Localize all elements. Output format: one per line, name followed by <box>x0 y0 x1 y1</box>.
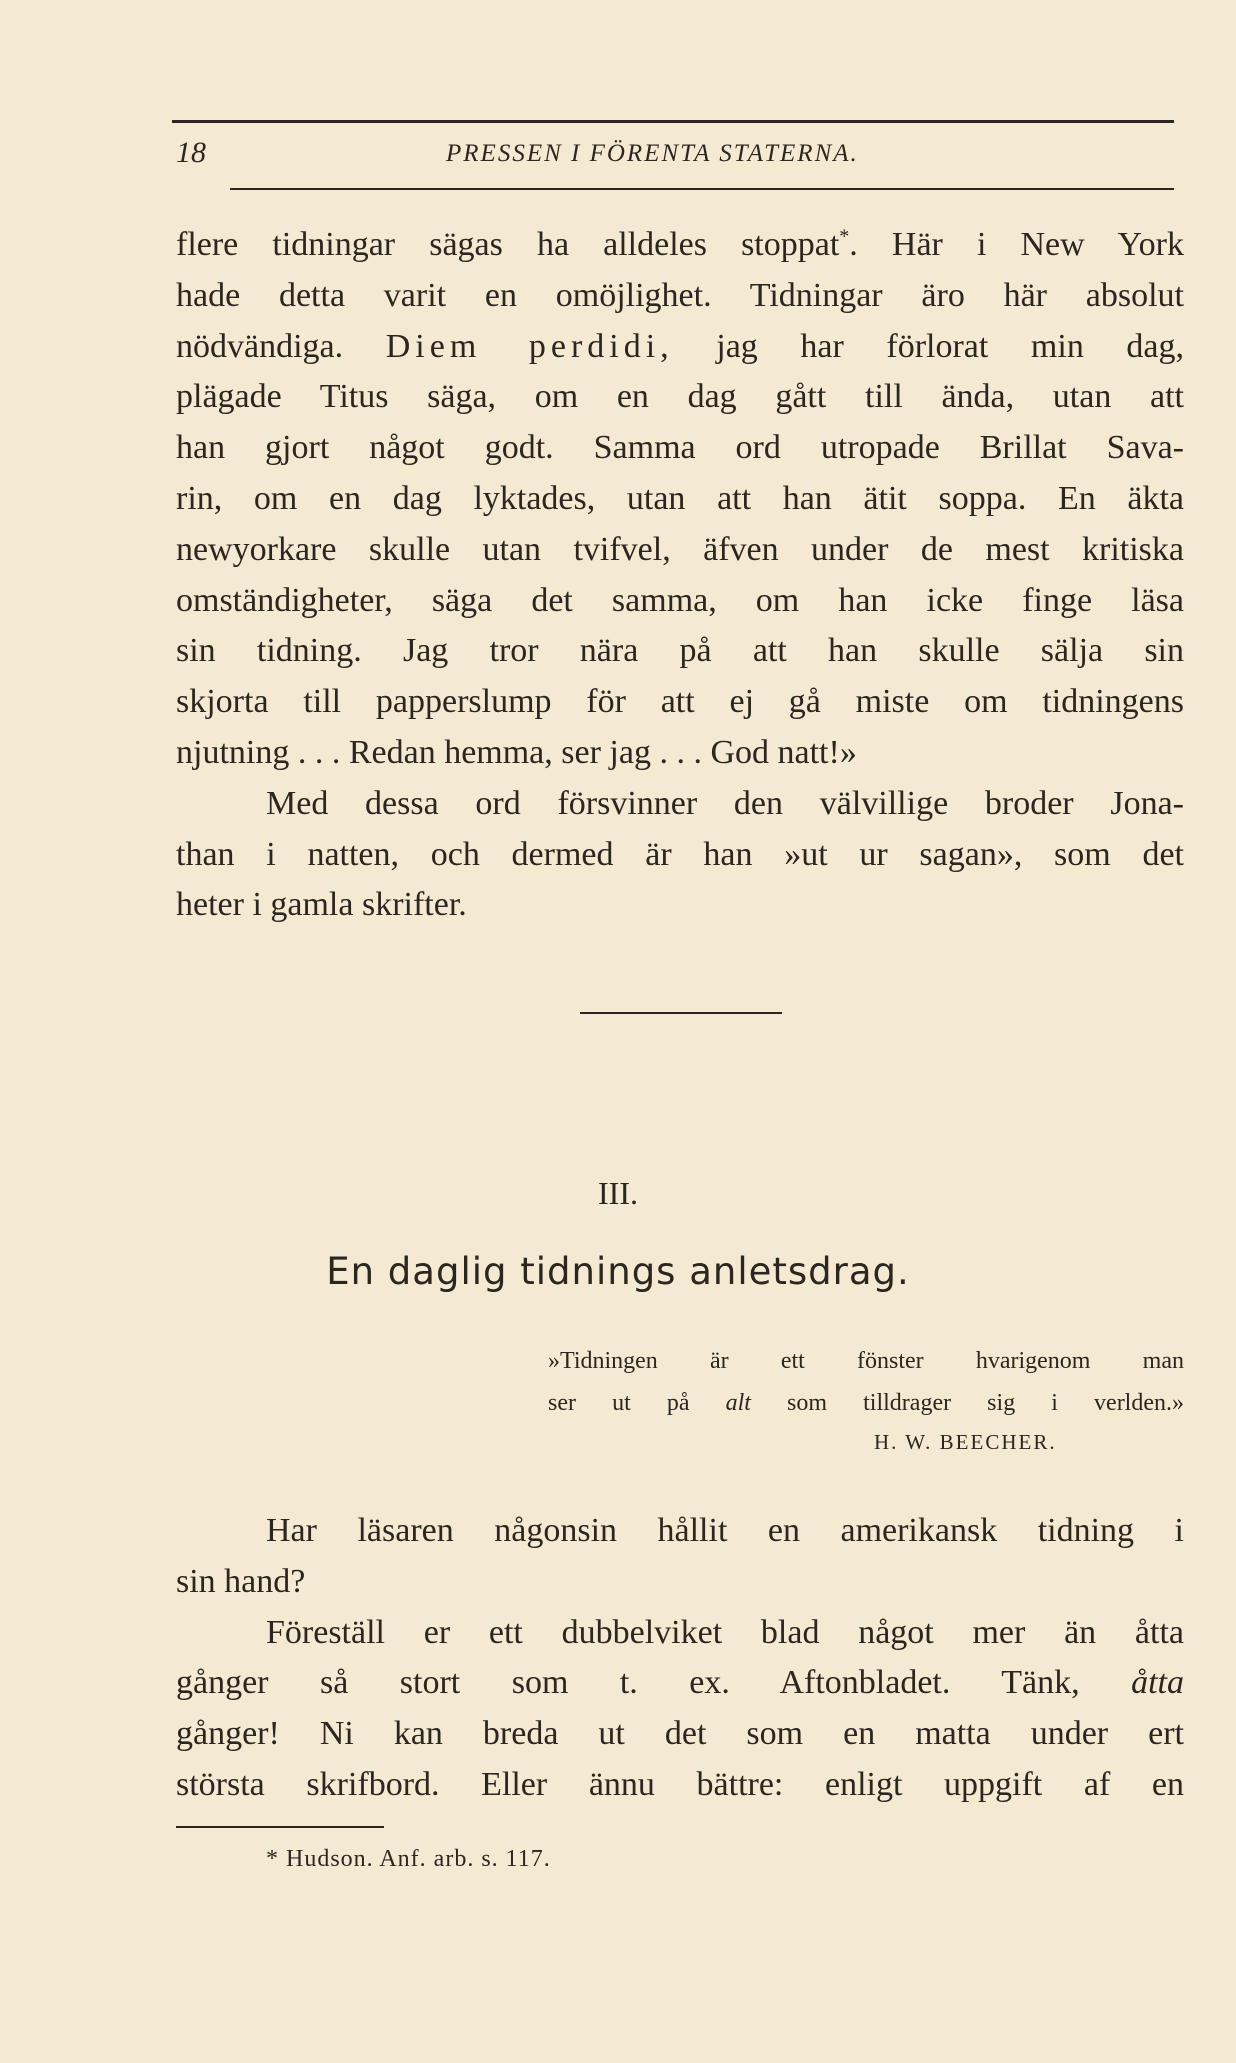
text-line <box>176 220 1184 271</box>
emphasis: alt <box>725 1390 751 1416</box>
emphasis: åtta <box>1131 1664 1184 1702</box>
text-line: newyorkare skulle utan tvifvel, äfven under de mest kritiska <box>176 530 1184 568</box>
chapter-title: En daglig tidnings anletsdrag. <box>326 1250 910 1293</box>
epigraph <box>548 1340 1184 1424</box>
page-number: 18 <box>176 136 206 169</box>
text-line: gånger! Ni kan breda ut det som en matta under ert <box>176 1715 1184 1753</box>
text-segment: flere tidningar sägas ha alldeles stoppat <box>176 226 840 263</box>
text-line: sin hand? <box>176 1562 306 1600</box>
text-line: Med dessa ord försvinner den välvillige broder Jona- <box>266 784 1184 822</box>
text-line: heter i gamla skrifter. <box>176 886 467 924</box>
text-line: han gjort något godt. Samma ord utropade Brillat Sava- <box>176 429 1184 467</box>
text-line: plägade Titus säga, om en dag gått till ända, utan att <box>176 378 1184 416</box>
text-segment: ser ut på <box>548 1390 726 1416</box>
text-line: than i natten, och dermed är han »ut ur sagan», som det <box>176 835 1184 873</box>
text-line: rin, om en dag lyktades, utan att han ätit soppa. En äkta <box>176 479 1184 517</box>
header-top-rule <box>172 120 1174 123</box>
text-segment: jag har förlorat min dag, <box>716 327 1185 365</box>
paragraph-body <box>176 1506 1184 1811</box>
text-segment: nödvändiga. <box>176 327 344 365</box>
epigraph-line: »Tidningen är ett fönster hvarigenom man <box>548 1348 1184 1374</box>
footnote-marker: * <box>839 225 850 248</box>
text-segment: som tilldrager sig i verlden.» <box>750 1390 1185 1416</box>
text-line: njutning . . . Redan hemma, ser jag . . . God natt!» <box>176 733 857 771</box>
text-line <box>176 1658 1184 1709</box>
text-line <box>176 322 1184 373</box>
section-separator-rule <box>580 1012 782 1014</box>
footnote: * Hudson. Anf. arb. s. 117. <box>266 1846 551 1872</box>
text-line: omständigheter, säga det samma, om han icke finge läsa <box>176 581 1184 619</box>
paragraph-continued <box>176 220 1184 931</box>
text-line: Har läsaren någonsin hållit en amerikansk tidning i <box>266 1512 1184 1549</box>
text-line: skjorta till papperslump för att ej gå miste om tidningens <box>176 683 1184 721</box>
footnote-rule <box>176 1826 384 1828</box>
text-segment: gånger så stort som t. ex. Aftonbladet. Tänk, <box>176 1664 1132 1702</box>
text-line: sin tidning. Jag tror nära på att han skulle sälja sin <box>176 632 1184 670</box>
epigraph-line <box>548 1382 1184 1424</box>
text-line: största skrifbord. Eller ännu bättre: enligt uppgift af en <box>176 1765 1184 1803</box>
text-line: Föreställ er ett dubbelviket blad något mer än åtta <box>266 1613 1184 1651</box>
text-line: hade detta varit en omöjlighet. Tidningar äro här absolut <box>176 276 1184 314</box>
epigraph-author: H. W. BEECHER. <box>874 1430 1057 1454</box>
header-bottom-rule <box>230 188 1174 190</box>
running-head: PRESSEN I FÖRENTA STATERNA. <box>446 140 859 167</box>
text-segment: . Här i New York <box>849 226 1184 263</box>
spaced-latin-phrase: Diem perdidi, <box>385 327 674 365</box>
section-number: III. <box>598 1175 638 1211</box>
